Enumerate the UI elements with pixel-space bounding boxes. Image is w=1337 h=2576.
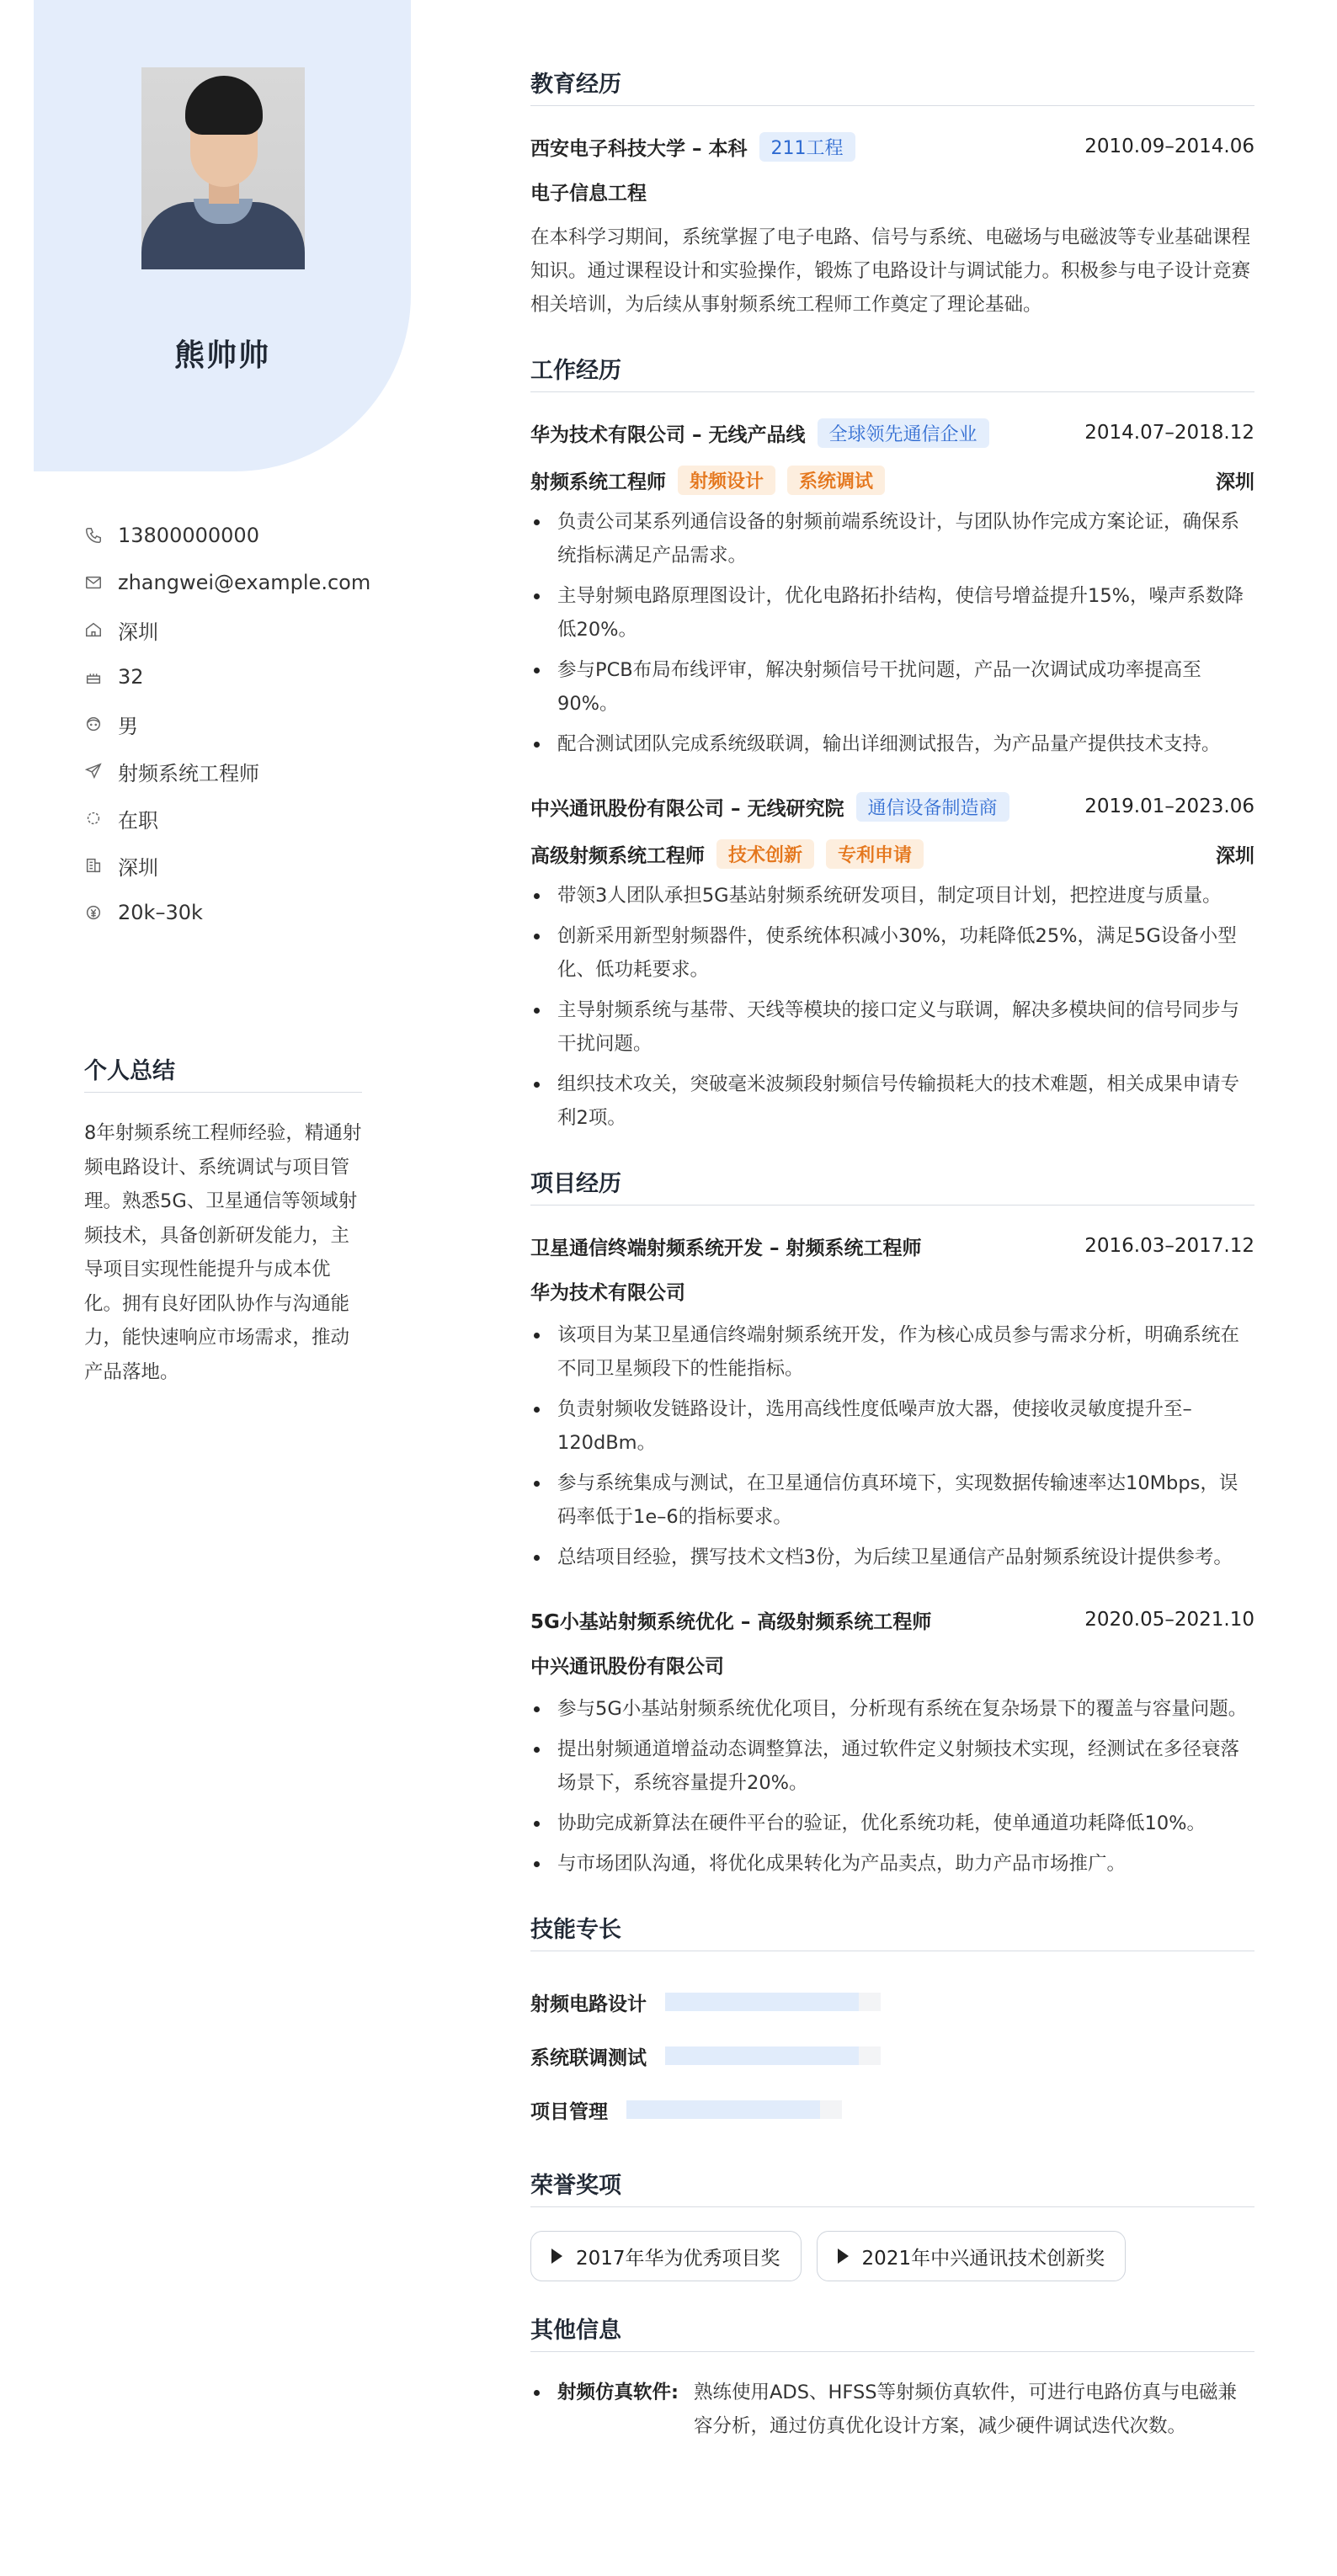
work-company: 华为技术有限公司 – 无线产品线 (530, 423, 806, 446)
skill-level-fill (626, 2100, 820, 2119)
skills-heading: 技能专长 (530, 1911, 1254, 1951)
info-gender (84, 700, 387, 748)
position-text: 射频系统工程师 (118, 761, 259, 785)
other-value: 熟练使用ADS、HFSS等射频仿真软件，可进行电路仿真与电磁兼容分析，通过仿真优化设计方案，减少硬件调试迭代次数。 (694, 2382, 1238, 2437)
work-bullet: 主导射频电路原理图设计，优化电路拓扑结构，使信号增益提升15%，噪声系数降低20%。 (530, 579, 1254, 647)
project-bullets (530, 1318, 1254, 1574)
work-item (530, 790, 1254, 1135)
work-item (530, 416, 1254, 761)
project-date: 2020.05–2021.10 (1084, 1609, 1254, 1631)
skill-name: 系统联调测试 (530, 2046, 647, 2069)
skill-name: 项目管理 (530, 2100, 608, 2123)
award-badge (817, 2231, 1127, 2281)
award-badge (530, 2231, 802, 2281)
work-city: 深圳 (1216, 844, 1254, 867)
project-name: 5G小基站射频系统优化 – 高级射频系统工程师 (530, 1610, 932, 1633)
project-company: 华为技术有限公司 (530, 1282, 685, 1304)
skill-item (530, 1975, 901, 2029)
company-tag: 全球领先通信企业 (818, 418, 989, 448)
work-company: 中兴通讯股份有限公司 – 无线研究院 (530, 797, 844, 820)
projects-heading: 项目经历 (530, 1165, 1254, 1206)
sidebar (0, 0, 421, 2576)
skill-level-fill (665, 2046, 859, 2065)
info-position (84, 748, 387, 795)
skills-list (530, 1975, 1254, 2137)
summary-text: 8年射频系统工程师经验，精通射频电路设计、系统调试与项目管理。熟悉5G、卫星通信等领域射频技术，具备创新研发能力，主导项目实现性能提升与成本优化。拥有良好团队协作与沟通能力，能快速响应市场需求，推动产品落地。 (84, 1122, 362, 1383)
project-date: 2016.03–2017.12 (1084, 1235, 1254, 1257)
award-text: 2021年中兴通讯技术创新奖 (861, 2247, 1105, 2270)
education-date: 2010.09–2014.06 (1084, 136, 1254, 157)
project-bullet: 协助完成新算法在硬件平台的验证，优化系统功耗，使单通道功耗降低10%。 (530, 1807, 1254, 1840)
education-heading: 教育经历 (530, 66, 1254, 106)
skill-tag: 射频设计 (678, 466, 775, 495)
home-icon (84, 620, 103, 639)
info-email (84, 559, 387, 606)
company-tag: 通信设备制造商 (856, 792, 1009, 822)
skill-item (530, 2029, 901, 2083)
skill-level-fill (665, 1993, 859, 2011)
mail-icon (84, 573, 103, 592)
profile-name: 熊帅帅 (173, 338, 270, 373)
status-text: 在职 (118, 808, 158, 833)
education-description: 在本科学习期间，系统掌握了电子电路、信号与系统、电磁场与电磁波等专业基础课程知识。通过课程设计和实验操作，锻炼了电路设计与调试能力。积极参与电子设计竞赛相关培训，为后续从事射频系统工程师工作奠定了理论基础。 (530, 226, 1251, 316)
send-icon (84, 762, 103, 780)
project-company: 中兴通讯股份有限公司 (530, 1656, 724, 1678)
info-age (84, 653, 387, 700)
skill-tag: 专利申请 (826, 839, 924, 869)
project-name: 卫星通信终端射频系统开发 – 射频系统工程师 (530, 1237, 922, 1259)
location-text: 深圳 (118, 620, 158, 644)
work-date: 2014.07–2018.12 (1084, 422, 1254, 444)
avatar (141, 67, 305, 269)
honors-list (530, 2231, 1254, 2281)
other-key: 射频仿真软件: (557, 2382, 679, 2403)
work-heading: 工作经历 (530, 352, 1254, 392)
skills-section (530, 1911, 1254, 2137)
status-icon (84, 809, 103, 828)
honors-section (530, 2167, 1254, 2281)
skill-bar (626, 2100, 842, 2119)
city-text: 深圳 (118, 855, 158, 880)
honors-heading: 荣誉奖项 (530, 2167, 1254, 2207)
play-triangle-icon (551, 2249, 562, 2264)
education-header-row (530, 130, 1254, 163)
work-role: 射频系统工程师 (530, 471, 666, 493)
work-bullet: 参与PCB布局布线评审，解决射频信号干扰问题，产品一次调试成功率提高至90%。 (530, 653, 1254, 721)
skill-tag: 系统调试 (787, 466, 885, 495)
work-city: 深圳 (1216, 471, 1254, 493)
skill-tag: 技术创新 (716, 839, 814, 869)
info-salary (84, 889, 387, 936)
project-item (530, 1229, 1254, 1574)
award-text: 2017年华为优秀项目奖 (576, 2247, 780, 2270)
work-date: 2019.01–2023.06 (1084, 796, 1254, 817)
project-bullets (530, 1692, 1254, 1881)
education-major: 电子信息工程 (530, 183, 647, 205)
work-bullets (530, 505, 1254, 761)
info-city (84, 842, 387, 889)
main-content (530, 66, 1254, 2473)
info-status (84, 795, 387, 842)
project-item (530, 1603, 1254, 1881)
work-bullet: 创新采用新型射频器件，使系统体积减小30%，功耗降低25%，满足5G设备小型化、低功耗要求。 (530, 919, 1254, 987)
work-role: 高级射频系统工程师 (530, 844, 705, 867)
gender-text: 男 (118, 714, 138, 738)
project-bullet: 总结项目经验，撰写技术文档3份，为后续卫星通信产品射频系统设计提供参考。 (530, 1541, 1254, 1574)
skill-bar (665, 1993, 881, 2011)
summary-heading: 个人总结 (84, 1052, 362, 1093)
project-bullet: 该项目为某卫星通信终端射频系统开发，作为核心成员参与需求分析，明确系统在不同卫星频段下的性能指标。 (530, 1318, 1254, 1386)
work-section (530, 352, 1254, 1135)
other-item (530, 2376, 1254, 2443)
contact-info-list (84, 512, 387, 936)
work-bullet: 带领3人团队承担5G基站射频系统研发项目，制定项目计划，把控进度与质量。 (530, 879, 1254, 913)
project-bullet: 提出射频通道增益动态调整算法，通过软件定义射频技术实现，经测试在多径衰落场景下，系统容量提升20%。 (530, 1732, 1254, 1800)
info-location (84, 606, 387, 653)
play-triangle-icon (838, 2249, 849, 2264)
gender-icon (84, 715, 103, 733)
work-bullets (530, 879, 1254, 1135)
work-bullet: 配合测试团队完成系统级联调，输出详细测试报告，为产品量产提供技术支持。 (530, 727, 1254, 761)
work-bullet: 组织技术攻关，突破毫米波频段射频信号传输损耗大的技术难题，相关成果申请专利2项。 (530, 1067, 1254, 1135)
work-bullet: 负责公司某系列通信设备的射频前端系统设计，与团队协作完成方案论证，确保系统指标满足产品需求。 (530, 505, 1254, 572)
cake-icon (84, 668, 103, 686)
project-bullet: 与市场团队沟通，将优化成果转化为产品卖点，助力产品市场推广。 (530, 1847, 1254, 1881)
salary-icon (84, 903, 103, 922)
other-section (530, 2312, 1254, 2443)
projects-section (530, 1165, 1254, 1881)
work-bullet: 主导射频系统与基带、天线等模块的接口定义与联调，解决多模块间的信号同步与干扰问题。 (530, 993, 1254, 1061)
other-heading: 其他信息 (530, 2312, 1254, 2352)
salary-text: 20k–30k (118, 901, 203, 924)
age-text: 32 (118, 665, 144, 689)
school-tag: 211工程 (759, 132, 855, 162)
phone-icon (84, 526, 103, 545)
project-bullet: 参与5G小基站射频系统优化项目，分析现有系统在复杂场景下的覆盖与容量问题。 (530, 1692, 1254, 1726)
skill-name: 射频电路设计 (530, 1993, 647, 2015)
email-text: zhangwei@example.com (118, 571, 371, 594)
project-bullet: 参与系统集成与测试，在卫星通信仿真环境下，实现数据传输速率达10Mbps，误码率低于1e–6的指标要求。 (530, 1466, 1254, 1534)
phone-text: 13800000000 (118, 524, 259, 547)
education-section (530, 66, 1254, 322)
skill-bar (665, 2046, 881, 2065)
school-name: 西安电子科技大学 – 本科 (530, 137, 748, 160)
building-icon (84, 856, 103, 875)
project-bullet: 负责射频收发链路设计，选用高线性度低噪声放大器，使接收灵敏度提升至–120dBm。 (530, 1392, 1254, 1460)
skill-item (530, 2083, 901, 2137)
info-phone (84, 512, 387, 559)
